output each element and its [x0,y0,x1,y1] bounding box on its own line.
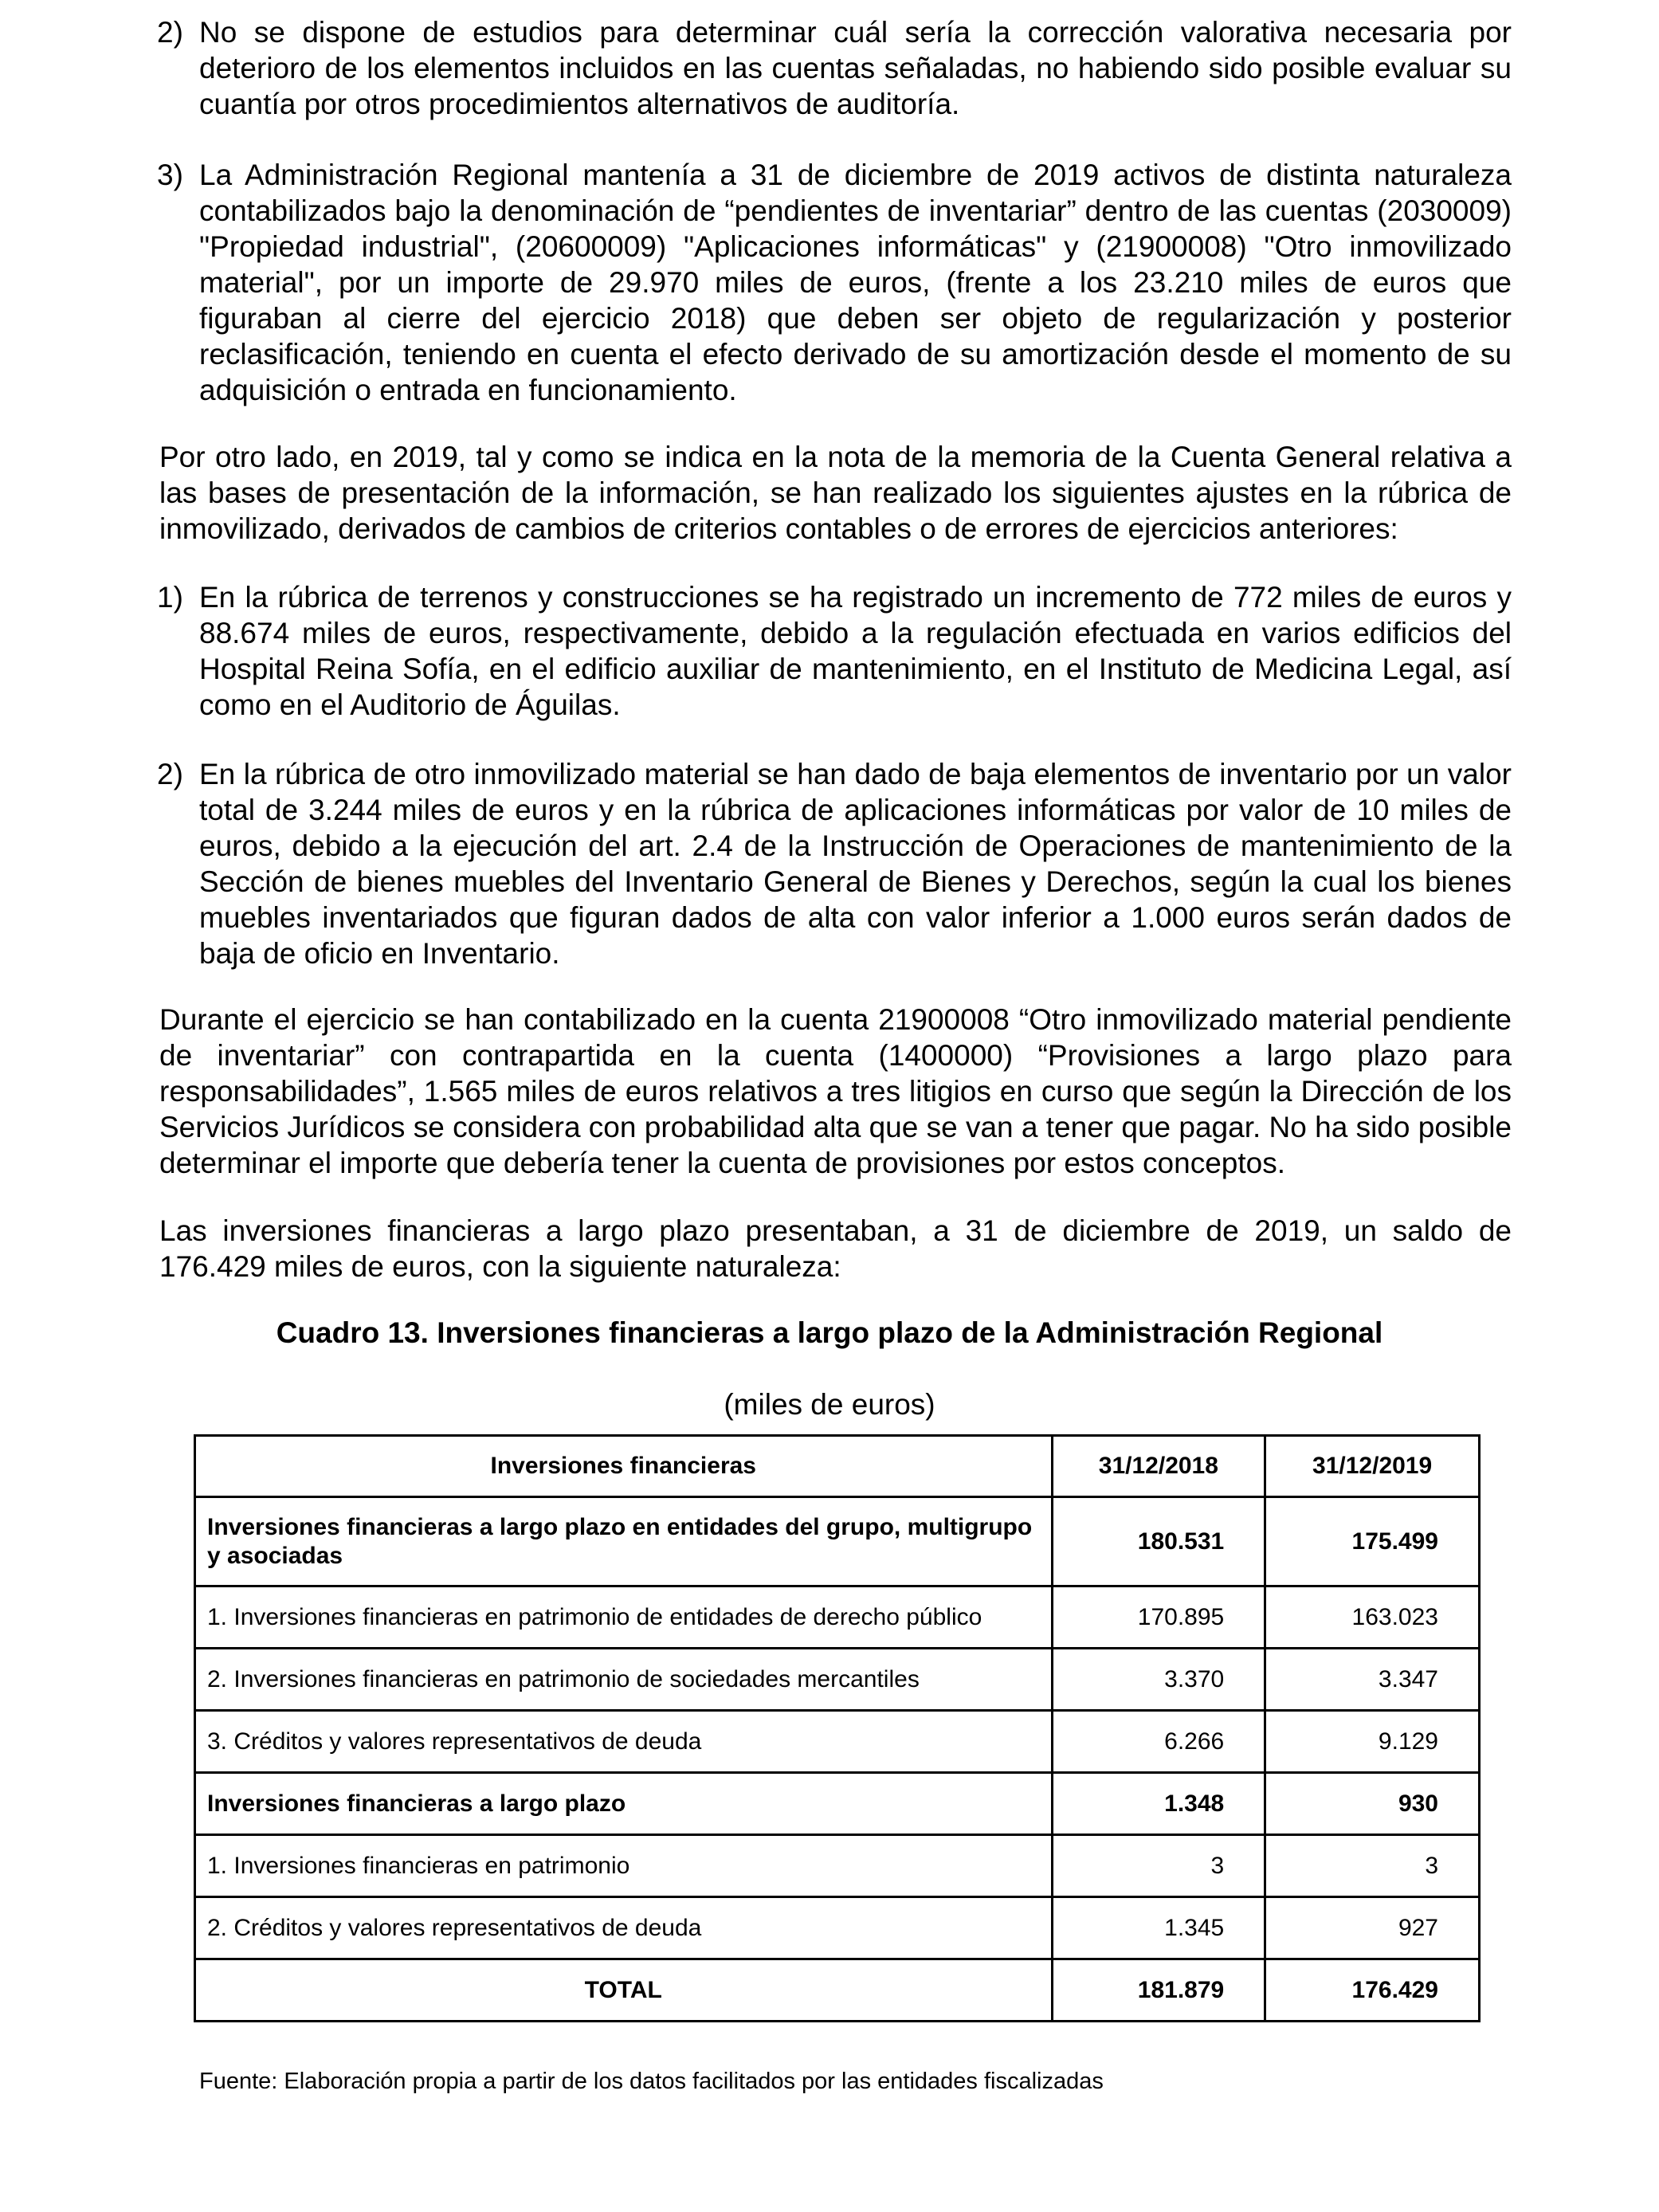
list-number: 2) [157,758,183,790]
row-label: 2. Créditos y valores representativos de deuda [195,1897,1053,1959]
list-number: 3) [157,159,183,191]
row-label: 2. Inversiones financieras en patrimonio de sociedades mercantiles [195,1649,1053,1711]
value-2019: 930 [1265,1773,1480,1835]
table-row [195,1497,1480,1586]
value-2019: 3.347 [1265,1649,1480,1711]
value-2018: 6.266 [1052,1711,1265,1773]
table-row [195,1586,1480,1649]
row-label: 1. Inversiones financieras en patrimonio [195,1835,1053,1897]
header-cell: 31/12/2018 [1052,1436,1265,1497]
list-item [157,756,1512,971]
list-item [157,14,1512,122]
table-title: Cuadro 13. Inversiones financieras a largo plazo de la Administración Regional [276,1316,1383,1349]
list-item [157,579,1512,723]
value-2019: 9.129 [1265,1711,1480,1773]
list-item [157,157,1512,408]
table-total-row [195,1959,1480,2022]
row-label: 1. Inversiones financieras en patrimonio de entidades de derecho público [195,1586,1053,1649]
value-2019: 175.499 [1265,1497,1480,1586]
table-row [195,1773,1480,1835]
value-2018: 3.370 [1052,1649,1265,1711]
list-text: La Administración Regional mantenía a 31 de diciembre de 2019 activos de distinta naturaleza contabilizados bajo la denominación de “pendientes de inventariar” dentro de las cuentas (2030009) "Propiedad industrial", (20600009) "Aplicaciones informáticas" y (21900008) "Otro inmovilizado material", por un importe de 29.970 miles de euros, (frente a los 23.210 miles de euros que figuraban al cierre del ejercicio 2018) que deben ser objeto de regularización y posterior reclasificación, teniendo en cuenta el efecto derivado de su amortización desde el momento de su adquisición o entrada en funcionamiento. [199,159,1512,406]
row-label: TOTAL [195,1959,1053,2022]
table-source: Fuente: Elaboración propia a partir de los datos facilitados por las entidades fiscalizadas [199,2069,1104,2094]
value-2018: 170.895 [1052,1586,1265,1649]
table-row [195,1711,1480,1773]
table-units: (miles de euros) [724,1388,935,1421]
table-header-row [195,1436,1480,1497]
investments-table [194,1434,1481,2022]
table-row [195,1897,1480,1959]
value-2019: 163.023 [1265,1586,1480,1649]
value-2018: 1.345 [1052,1897,1265,1959]
value-2018: 3 [1052,1835,1265,1897]
table-row [195,1835,1480,1897]
header-cell: 31/12/2019 [1265,1436,1480,1497]
row-label: 3. Créditos y valores representativos de deuda [195,1711,1053,1773]
list-text: En la rúbrica de otro inmovilizado material se han dado de baja elementos de inventario por un valor total de 3.244 miles de euros y en la rúbrica de aplicaciones informáticas por valor de 10 miles de euros, debido a la ejecución del art. 2.4 de la Instrucción de Operaciones de mantenimiento de la Sección de bienes muebles del Inventario General de Bienes y Derechos, según la cual los bienes muebles inventariados que figuran dados de alta con valor inferior a 1.000 euros serán dados de baja de oficio en Inventario. [199,758,1512,970]
header-cell: Inversiones financieras [195,1436,1053,1497]
row-label: Inversiones financieras a largo plazo en entidades del grupo, multigrupo y asociadas [195,1497,1053,1586]
row-label: Inversiones financieras a largo plazo [195,1773,1053,1835]
paragraph: Por otro lado, en 2019, tal y como se indica en la nota de la memoria de la Cuenta General relativa a las bases de presentación de la información, se han realizado los siguientes ajustes en la rúbrica de inmovilizado, derivados de cambios de criterios contables o de errores de ejercicios anteriores: [159,441,1512,545]
table-row [195,1649,1480,1711]
value-2018: 1.348 [1052,1773,1265,1835]
list-text: No se dispone de estudios para determinar cuál sería la corrección valorativa necesaria por deterioro de los elementos incluidos en las cuentas señaladas, no habiendo sido posible evaluar su cuantía por otros procedimientos alternativos de auditoría. [199,16,1512,120]
paragraph: Durante el ejercicio se han contabilizado en la cuenta 21900008 “Otro inmovilizado material pendiente de inventariar” con contrapartida en la cuenta (1400000) “Provisiones a largo plazo para responsabilidades”, 1.565 miles de euros relativos a tres litigios en curso que según la Dirección de los Servicios Jurídicos se considera con probabilidad alta que se van a tener que pagar. No ha sido posible determinar el importe que debería tener la cuenta de provisiones por estos conceptos. [159,1003,1512,1179]
value-2019: 927 [1265,1897,1480,1959]
list-number: 2) [157,16,183,49]
value-2019: 176.429 [1265,1959,1480,2022]
list-number: 1) [157,581,183,614]
value-2018: 180.531 [1052,1497,1265,1586]
value-2018: 181.879 [1052,1959,1265,2022]
list-text: En la rúbrica de terrenos y construcciones se ha registrado un incremento de 772 miles de euros y 88.674 miles de euros, respectivamente, debido a la regulación efectuada en varios edificios del Hospital Reina Sofía, en el edificio auxiliar de mantenimiento, en el Instituto de Medicina Legal, así como en el Auditorio de Águilas. [199,581,1512,721]
value-2019: 3 [1265,1835,1480,1897]
paragraph: Las inversiones financieras a largo plazo presentaban, a 31 de diciembre de 2019, un saldo de 176.429 miles de euros, con la siguiente naturaleza: [159,1214,1512,1283]
